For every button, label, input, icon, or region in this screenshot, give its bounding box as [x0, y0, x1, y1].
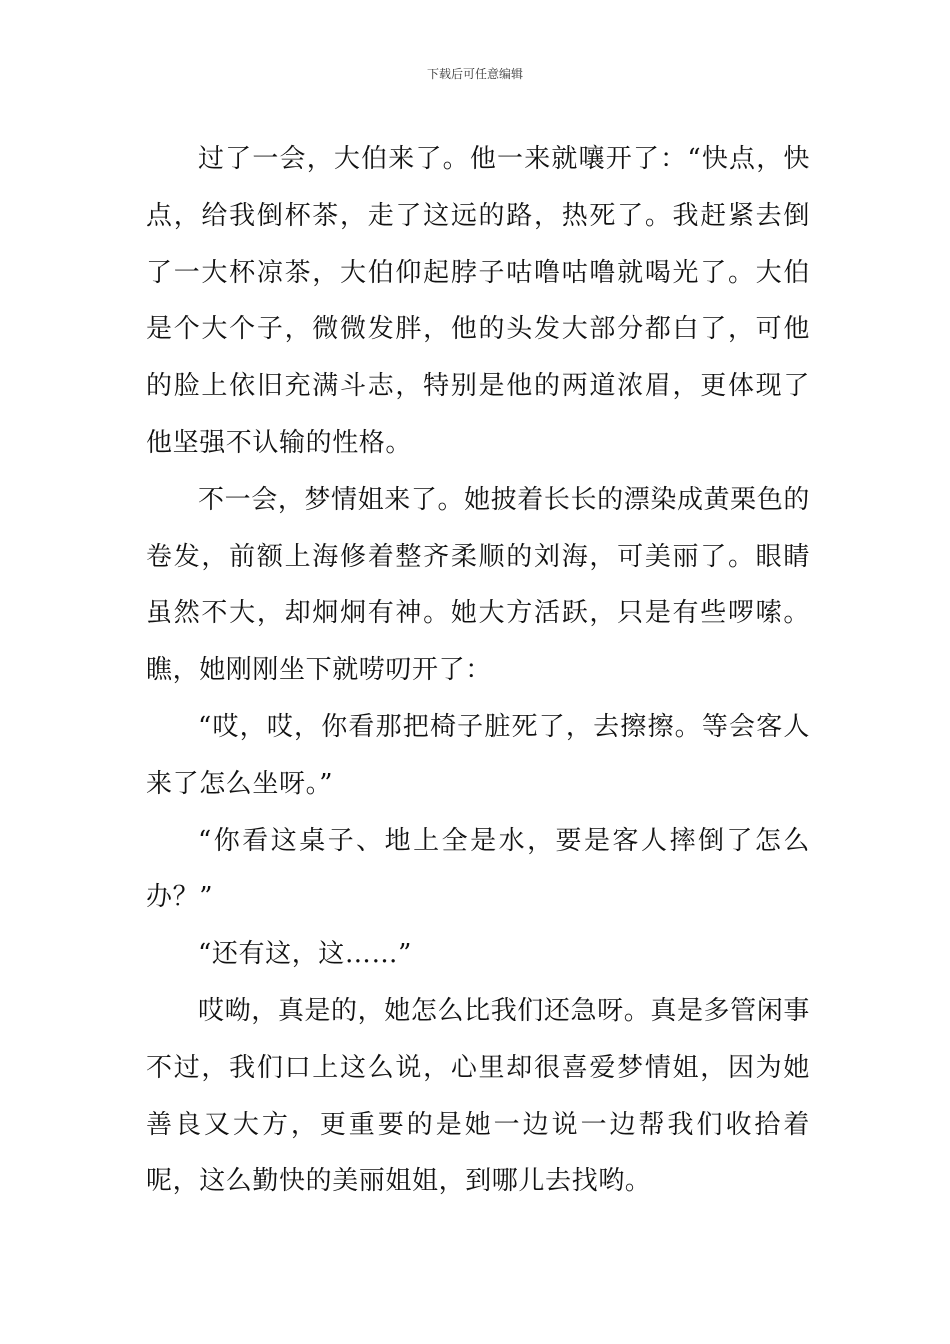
paragraph-quote-chair: “哎，哎，你看那把椅子脏死了，去擦擦。等会客人来了怎么坐呀。” [146, 711, 810, 799]
paragraph-quote-more: “还有这，这……” [198, 939, 412, 970]
document-body [146, 131, 810, 1210]
page-header: 下载后可任意编辑 [426, 67, 523, 81]
paragraph-closing: 哎呦，真是的，她怎么比我们还急呀。真是多管闲事不过，我们口上这么说，心里却很喜爱梦情姐，因为她善良又大方，更重要的是她一边说一边帮我们收拾着呢，这么勤快的美丽姐姐，到哪儿去找哟。 [146, 995, 810, 1197]
paragraph-uncle-arrives: 过了一会，大伯来了。他一来就嚷开了：“快点，快点，给我倒杯茶，走了这远的路，热死了。我赶紧去倒了一大杯凉茶，大伯仰起脖子咕噜咕噜就喝光了。大伯是个大个子，微微发胖，他的头发大部分都白了，可他的脸上依旧充满斗志，特别是他的两道浓眉，更体现了他坚强不认输的性格。 [146, 144, 810, 458]
paragraph-quote-table: “你看这桌子、地上全是水，要是客人摔倒了怎么办？” [146, 825, 810, 913]
paragraph-mengqing-arrives: 不一会，梦情姐来了。她披着长长的漂染成黄栗色的卷发，前额上海修着整齐柔顺的刘海，可美丽了。眼睛虽然不大，却炯炯有神。她大方活跃，只是有些啰嗦。瞧，她刚刚坐下就唠叨开了： [146, 484, 810, 686]
